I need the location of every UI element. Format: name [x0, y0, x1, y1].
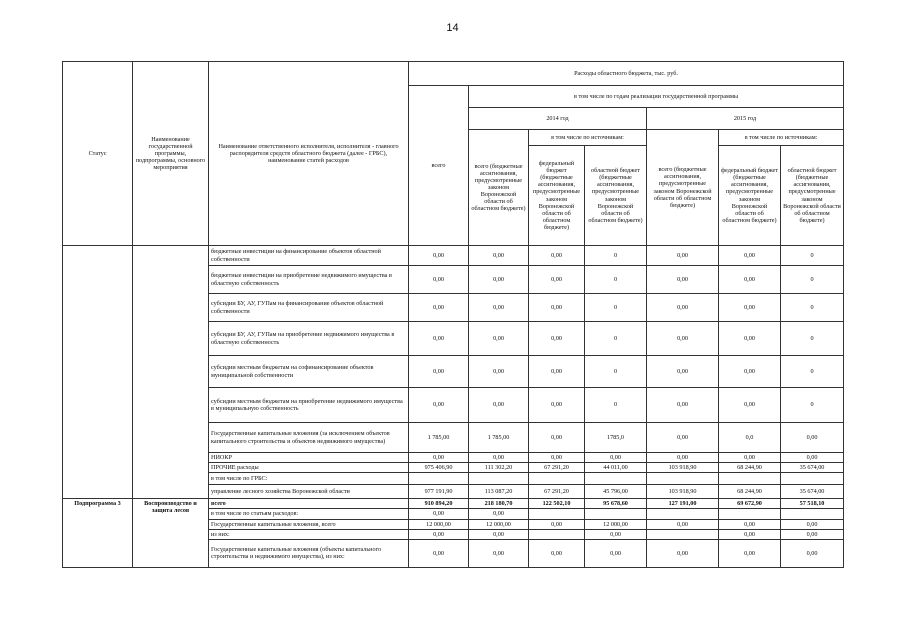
col-2014-total: всего (бюджетные ассигнования, предусмотренные законом Воронежской области об областном бюджете): [469, 130, 529, 246]
col-status-header: Статус: [63, 62, 133, 246]
row-label: бюджетные инвестиции на финансирование объектов областной собственности: [209, 246, 409, 266]
col-2015-regional: областной бюджет (бюджетные ассигнования, предусмотренные законом Воронежской области об областном бюджете): [781, 146, 844, 246]
row-label: в том числе по ГРБС:: [209, 473, 409, 485]
row-label: НИОКР: [209, 453, 409, 463]
table-row: субсидии местным бюджетам на приобретение недвижимого имущества в муниципальную собственность 0,00 0,00 0,00 0 0,00 0,00 0: [63, 388, 844, 423]
subprogram-name: Воспроизводство и защита лесов: [133, 499, 209, 568]
table-row: бюджетные инвестиции на приобретение недвижимого имущества в областную собственность 0,00 0,00 0,00 0 0,00 0,00 0: [63, 266, 844, 294]
table-row: субсидии местным бюджетам на софинансирование объектов муниципальной собственности 0,00 0,00 0,00 0 0,00 0,00 0: [63, 356, 844, 388]
by-years-header: в том числе по годам реализации государственной программы: [469, 86, 844, 108]
col-total-header: всего: [409, 86, 469, 246]
row-label: Государственные капитальные вложения (за исключением объектов капитального строительства и объектов недвижимого имущества): [209, 423, 409, 453]
col-2014-regional: областной бюджет (бюджетные ассигнования, предусмотренные законом Воронежской области об областном бюджете): [585, 146, 647, 246]
row-label: ПРОЧИЕ расходы: [209, 463, 409, 473]
col-2014-federal: федеральный бюджет (бюджетные ассигнования, предусмотренные законом Воронежской области об областном бюджете): [529, 146, 585, 246]
subprogram-status: Подпрограмма 3: [63, 499, 133, 568]
table-row: в том числе по статьям расходов: 0,00 0,00: [63, 509, 844, 519]
row-label: Государственные капитальные вложения, всего: [209, 519, 409, 529]
table-title: Расходы областного бюджета, тыс. руб.: [409, 62, 844, 86]
table-row: бюджетные инвестиции на финансирование объектов областной собственности 0,00 0,00 0,00 0 0,00 0,00 0: [63, 246, 844, 266]
col-2015-federal: федеральный бюджет (бюджетные ассигнования, предусмотренные законом Воронежской области об областном бюджете): [719, 146, 781, 246]
table-row: Государственные капитальные вложения (за исключением объектов капитального строительства и объектов недвижимого имущества) 1 785,00 1 785,00 0,00 1785,0 0,00 0,0 0,00: [63, 423, 844, 453]
row-label: Государственные капитальные вложения (объекты капитального строительства и недвижимого имущества), из них:: [209, 539, 409, 567]
table-row: НИОКР 0,00 0,00 0,00 0,00 0,00 0,00 0,00: [63, 453, 844, 463]
page-number: 14: [446, 22, 459, 34]
row-label: субсидии местным бюджетам на приобретение недвижимого имущества в муниципальную собственность: [209, 388, 409, 423]
table-row: ПРОЧИЕ расходы 975 406,90 111 302,20 67 291,20 44 011,00 103 918,90 68 244,90 35 674,00: [63, 463, 844, 473]
row-label: субсидии БУ, АУ, ГУПам на приобретение недвижимого имущества в областную собственность: [209, 322, 409, 356]
col-responsible-header: Наименование ответственного исполнителя, исполнителя - главного распорядителя средств областного бюджета (далее - ГРБС), наименование статей расходов: [209, 62, 409, 246]
row-label: субсидии местным бюджетам на софинансирование объектов муниципальной собственности: [209, 356, 409, 388]
row-label: управление лесного хозяйства Воронежской области: [209, 485, 409, 499]
year-2015-header: 2015 год: [647, 108, 844, 130]
row-label: из них:: [209, 529, 409, 539]
row-label: субсидии БУ, АУ, ГУПам на финансирование объектов областной собственности: [209, 294, 409, 322]
table-row: управление лесного хозяйства Воронежской области 977 191,90 113 087,20 67 291,20 45 796,00 103 918,90 68 244,90 35 674,00: [63, 485, 844, 499]
incl-sources-2014: в том числе по источникам:: [529, 130, 647, 146]
row-label: в том числе по статьям расходов:: [209, 509, 409, 519]
table-row: из них: 0,00 0,00 0,00 0,00 0,00: [63, 529, 844, 539]
col-2015-total: всего (бюджетные ассигнования, предусмотренные законом Воронежской области об областном бюджете): [647, 130, 719, 246]
table-row: Подпрограмма 3 Воспроизводство и защита лесов всего 910 894,20 218 180,70 122 502,10 95 678,60 127 191,00 69 672,90 57 518,10: [63, 499, 844, 509]
table-row: субсидии БУ, АУ, ГУПам на приобретение недвижимого имущества в областную собственность 0,00 0,00 0,00 0 0,00 0,00 0: [63, 322, 844, 356]
col-program-header: Наименование государственной программы, подпрограммы, основного мероприятия: [133, 62, 209, 246]
row-label: всего: [209, 499, 409, 509]
table-row: Государственные капитальные вложения (объекты капитального строительства и недвижимого имущества), из них: 0,00 0,00 0,00 0,00 0,00 0,00 0,00: [63, 539, 844, 567]
budget-table: [62, 61, 844, 568]
year-2014-header: 2014 год: [469, 108, 647, 130]
incl-sources-2015: в том числе по источникам:: [719, 130, 844, 146]
row-label: бюджетные инвестиции на приобретение недвижимого имущества в областную собственность: [209, 266, 409, 294]
table-row: Государственные капитальные вложения, всего 12 000,00 12 000,00 0,00 12 000,00 0,00 0,00 0,00: [63, 519, 844, 529]
table-row: субсидии БУ, АУ, ГУПам на финансирование объектов областной собственности 0,00 0,00 0,00 0 0,00 0,00 0: [63, 294, 844, 322]
